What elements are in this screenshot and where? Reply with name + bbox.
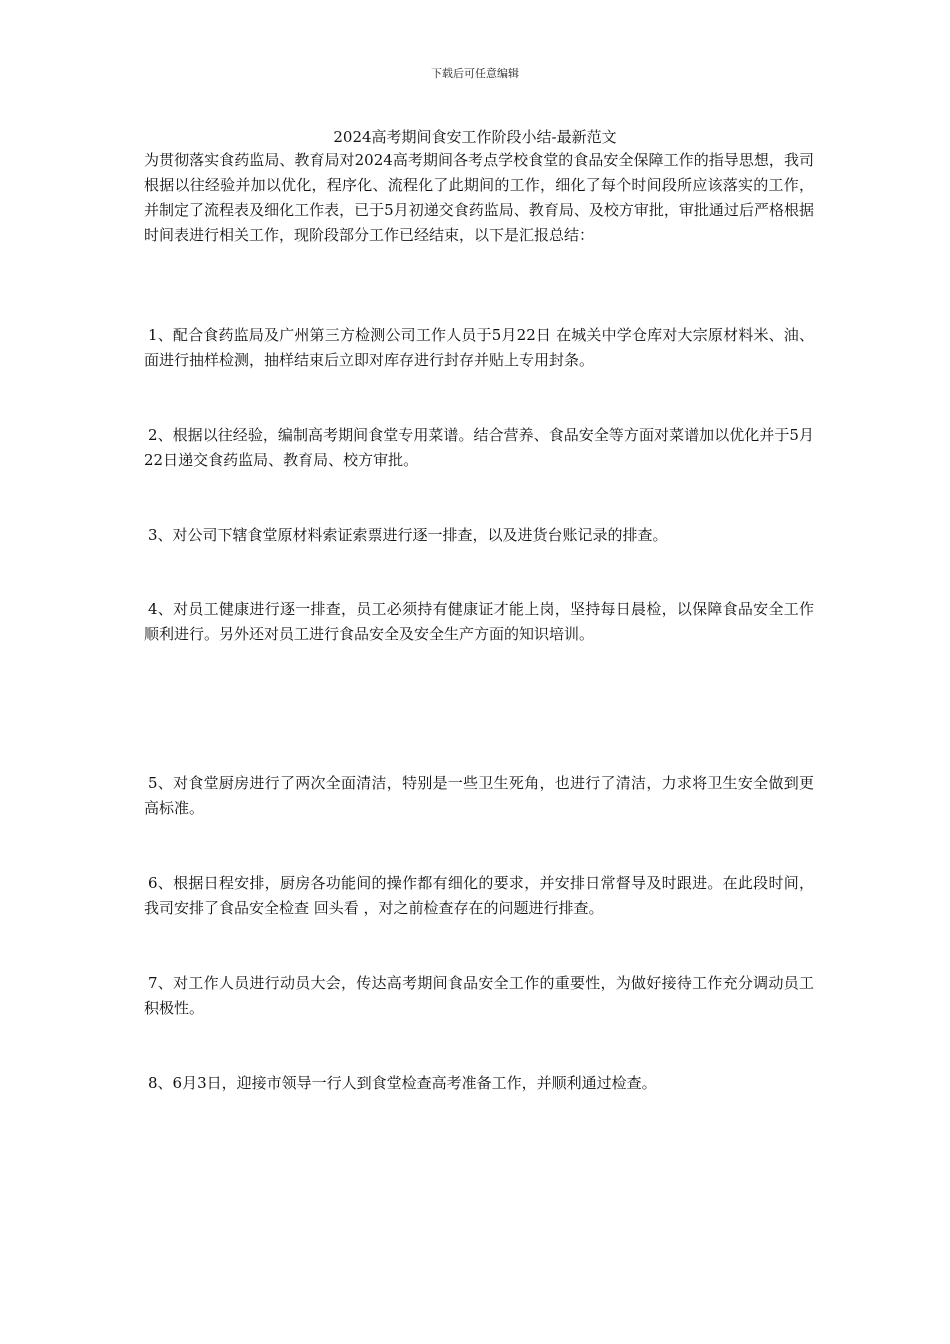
- summary-item-5: 5、对食堂厨房进行了两次全面清洁，特别是一些卫生死角，也进行了清洁，力求将卫生安全做到更高标准。: [144, 774, 814, 817]
- summary-item-7: 7、对工作人员进行动员大会，传达高考期间食品安全工作的重要性，为做好接待工作充分调动员工积极性。: [144, 974, 814, 1017]
- document-title: 2024高考期间食安工作阶段小结-最新范文: [333, 128, 617, 146]
- summary-item-8: 8、6月3日，迎接市领导一行人到食堂检查高考准备工作，并顺利通过检查。: [148, 1074, 657, 1092]
- header-note: 下载后可任意编辑: [431, 67, 519, 80]
- summary-item-1: 1、配合食药监局及广州第三方检测公司工作人员于5月22日 在城关中学仓库对大宗原材料米、油、面进行抽样检测，抽样结束后立即对库存进行封存并贴上专用封条。: [144, 326, 814, 369]
- summary-item-3: 3、对公司下辖食堂原材料索证索票进行逐一排查，以及进货台账记录的排查。: [148, 526, 668, 544]
- intro-paragraph: 为贯彻落实食药监局、教育局对2024高考期间各考点学校食堂的食品安全保障工作的指导思想，我司根据以往经验并加以优化，程序化、流程化了此期间的工作，细化了每个时间段所应该落实的工作，并制定了流程表及细化工作表，已于5月初递交食药监局、教育局、及校方审批，审批通过后严格根据时间表进行相关工作，现阶段部分工作已经结束，以下是汇报总结：: [144, 151, 814, 244]
- summary-item-4: 4、对员工健康进行逐一排查，员工必须持有健康证才能上岗，坚持每日晨检，以保障食品安全工作顺利进行。另外还对员工进行食品安全及安全生产方面的知识培训。: [144, 600, 814, 643]
- summary-item-2: 2、根据以往经验，编制高考期间食堂专用菜谱。结合营养、食品安全等方面对菜谱加以优化并于5月22日递交食药监局、教育局、校方审批。: [144, 426, 814, 469]
- summary-item-6: 6、根据日程安排，厨房各功能间的操作都有细化的要求，并安排日常督导及时跟进。在此段时间，我司安排了食品安全检查 回头看 ，对之前检查存在的问题进行排查。: [144, 874, 814, 917]
